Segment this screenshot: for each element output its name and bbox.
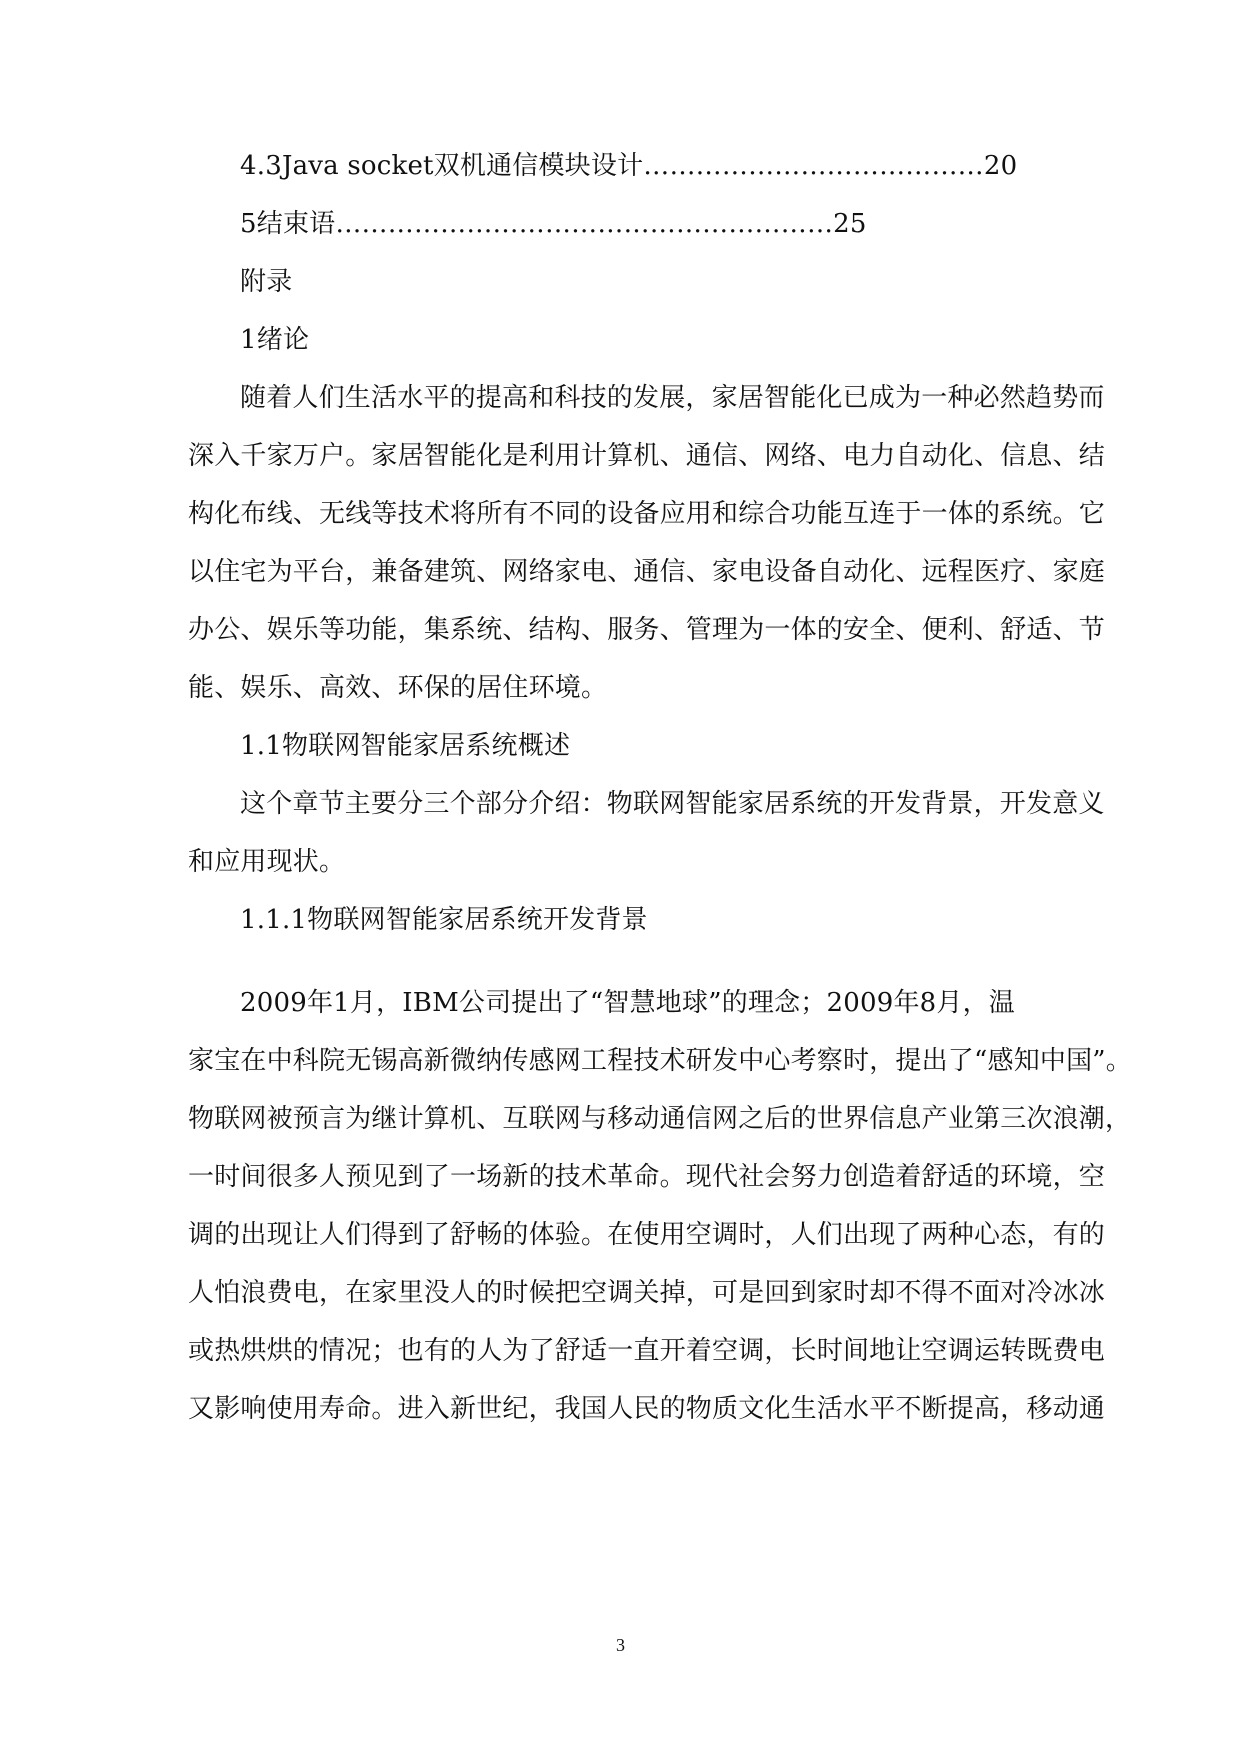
section-1-1-1-paragraph-line: 2009年1月，IBM公司提出了“智慧地球”的理念；2009年8月，温 [240,988,1016,1018]
section-1-paragraph-line: 构化布线、无线等技术将所有不同的设备应用和综合功能互连于一体的系统。它 [188,499,1106,529]
section-1-1-1-paragraph-line: 人怕浪费电，在家里没人的时候把空调关掉，可是回到家时却不得不面对冷冰冰 [188,1278,1106,1308]
section-1-1-1-paragraph-line: 调的出现让人们得到了舒畅的体验。在使用空调时，人们出现了两种心态，有的 [188,1220,1106,1250]
section-1-paragraph-line: 能、娱乐、高效、环保的居住环境。 [188,673,608,703]
section-1-paragraph-line: 办公、娱乐等功能，集系统、结构、服务、管理为一体的安全、便利、舒适、节 [188,615,1106,645]
toc-entry-5: 5结束语…………………………………………………25 [240,209,867,239]
section-1-1-1-paragraph-line: 一时间很多人预见到了一场新的技术革命。现代社会努力创造着舒适的环境，空 [188,1162,1106,1192]
section-1-heading: 1绪论 [240,325,310,355]
section-1-1-1-paragraph-line: 或热烘烘的情况；也有的人为了舒适一直开着空调，长时间地让空调运转既费电 [188,1336,1106,1366]
section-1-1-1-paragraph-line: 又影响使用寿命。进入新世纪，我国人民的物质文化生活水平不断提高，移动通 [188,1394,1106,1424]
section-1-paragraph-line: 以住宅为平台，兼备建筑、网络家电、通信、家电设备自动化、远程医疗、家庭 [188,557,1106,587]
section-1-1-paragraph-line: 这个章节主要分三个部分介绍：物联网智能家居系统的开发背景，开发意义 [240,789,1105,819]
appendix-heading: 附录 [240,267,293,297]
section-1-1-paragraph-line: 和应用现状。 [188,847,346,877]
section-1-1-1-paragraph-line: 物联网被预言为继计算机、互联网与移动通信网之后的世界信息产业第三次浪潮， [188,1104,1132,1134]
section-1-paragraph-line: 深入千家万户。家居智能化是利用计算机、通信、网络、电力自动化、信息、结 [188,441,1106,471]
section-1-1-1-paragraph-line: 家宝在中科院无锡高新微纳传感网工程技术研发中心考察时，提出了“感知中国”。 [188,1046,1132,1076]
toc-entry-4-3: 4.3Java socket双机通信模块设计…………………………………20 [240,151,1018,181]
section-1-1-heading: 1.1物联网智能家居系统概述 [240,731,571,761]
section-1-paragraph-line: 随着人们生活水平的提高和科技的发展，家居智能化已成为一种必然趋势而 [240,383,1105,413]
page-number: 3 [616,1635,625,1655]
section-1-1-1-heading: 1.1.1物联网智能家居系统开发背景 [240,905,648,935]
